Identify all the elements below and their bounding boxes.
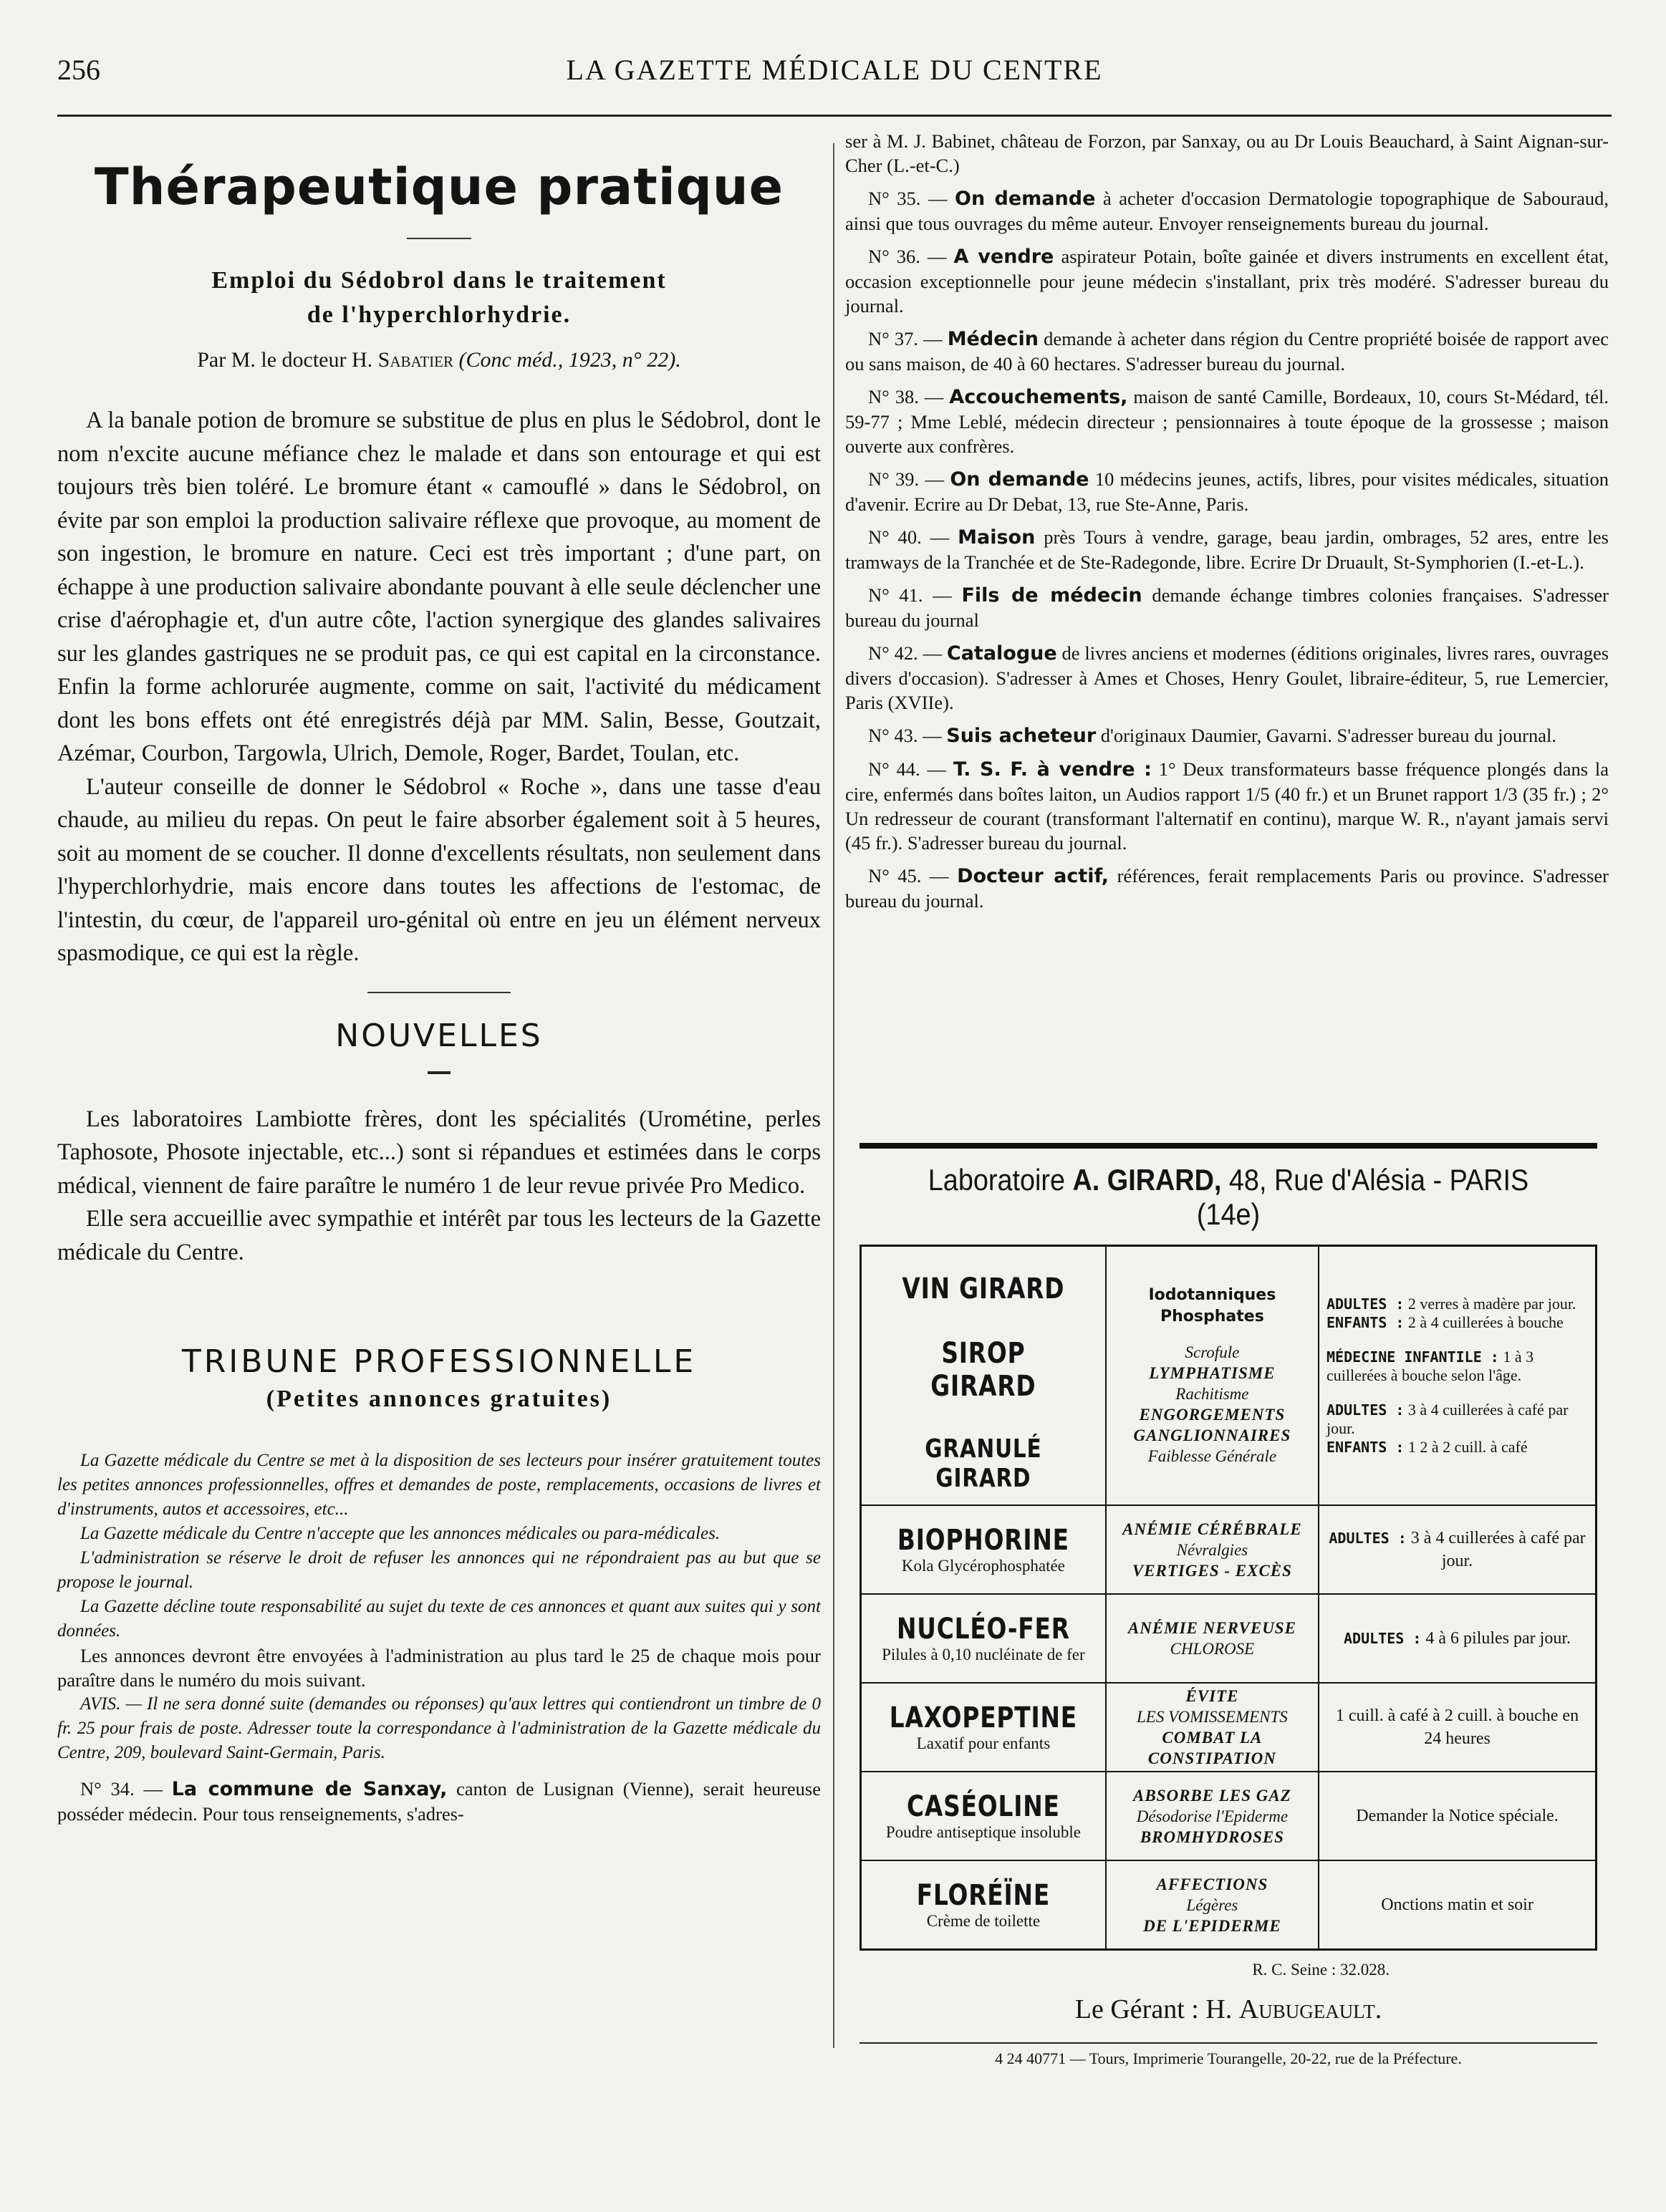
ad-text: 10 médecins jeunes, actifs, libres, pour visites médicales, situation d'avenir. Ecrire au Dr Debat, 13, rue Ste-Anne, Paris.	[845, 468, 1609, 515]
ad-heading: Fils de médecin	[961, 584, 1142, 607]
indication: Scrofule	[1185, 1343, 1240, 1361]
divider	[407, 238, 471, 239]
dosage-cell	[1319, 1246, 1596, 1506]
product-cell	[861, 1505, 1106, 1594]
ad-number: N° 39. —	[868, 468, 945, 490]
product-description: Laxatif pour enfants	[916, 1734, 1051, 1752]
classified-ad	[845, 757, 1609, 855]
ad-heading: La commune de Sanxay,	[171, 1778, 448, 1800]
indication: GANGLIONNAIRES	[1133, 1426, 1291, 1444]
product-name: NUCLÉO-FER	[896, 1613, 1070, 1646]
ad-text: aspirateur Potain, boîte gainée et divers instruments en excellent état, occasion exceptionnelle pour jeune médecin s'installant, prix très modéré. S'adresser bureau du journal.	[845, 246, 1609, 317]
news-paragraph: Les laboratoires Lambiotte frères, dont les spécialités (Urométine, perles Taphosote, Phosote injectable, etc...) sont si répandues et estimées dans le corps médical, viennent de faire paraître le numéro 1 de leur revue privée Pro Medico.	[57, 1106, 821, 1199]
girard-advertisement	[860, 1143, 1597, 2068]
article-title	[57, 264, 821, 332]
dosage-text: 4 à 6 pilules par jour.	[1425, 1629, 1571, 1648]
dosage	[1326, 1348, 1588, 1385]
indication-cell	[1106, 1772, 1319, 1860]
dosage	[1326, 1401, 1588, 1438]
girard-title-prefix: Laboratoire	[928, 1163, 1066, 1197]
indication: Légères	[1186, 1895, 1238, 1914]
ad-heading: Accouchements,	[949, 386, 1128, 408]
product-cell	[861, 1246, 1106, 1506]
ad-text: maison de santé Camille, Bordeaux, 10, cours St-Médard, tél. 59-77 ; Mme Leblé, médecin directeur ; pensionnaires à toute époque de la grossesse ; maison ouverte aux confrères.	[845, 386, 1609, 457]
indication: ÉVITE	[1185, 1687, 1239, 1705]
classified-ad	[845, 467, 1609, 516]
product-cell	[861, 1860, 1106, 1950]
tribune-notice: La Gazette médicale du Centre n'accepte que les annonces médicales ou para-médicales.	[80, 1524, 721, 1543]
table-row	[861, 1594, 1597, 1683]
dosage	[1326, 1295, 1588, 1313]
dosage	[1326, 1805, 1588, 1827]
article-paragraph: A la banale potion de bromure se substitue de plus en plus le Sédobrol, dont le nom n'excite aucune méfiance chez le malade et dans son entourage et qui est toujours très bien toléré. Le bromure étant « camouflé » dans le Sédobrol, on évite par son emploi la production salivaire réflexe que provoque, au moment de son ingestion, le bromure en nature. Ceci est très important ; d'une part, on échappe à une production salivaire abondante pouvant à elle seule déclencher une crise d'aérophagie et, d'un autre côte, l'action synergique des glandes salivaires sur les glandes gastriques ne se produit pas, ce qui est capital en la circonstance. Enfin la forme achlorurée augmente, comme on sait, l'activité du médicament dont les bons effets ont été enregistrés déjà par MM. Salin, Besse, Goutzait, Azémar, Courbon, Targowla, Ulrich, Demole, Roger, Bardet, Toulan, etc.	[57, 407, 821, 766]
section-subtitle-tribune: (Petites annonces gratuites)	[266, 1386, 612, 1412]
ad-number: N° 36. —	[868, 246, 947, 267]
section-title-therapeutique: Thérapeutique pratique	[94, 158, 784, 216]
indication: LES VOMISSEMENTS	[1137, 1708, 1288, 1726]
table-row	[861, 1683, 1597, 1772]
news-paragraph: Elle sera accueillie avec sympathie et intérêt par tous les lecteurs de la Gazette médicale du Centre.	[57, 1206, 821, 1265]
dosage-text: 1 2 à 2 cuill. à café	[1407, 1438, 1528, 1456]
divider	[367, 992, 511, 993]
byline	[57, 348, 821, 372]
tribune-notice: L'administration se réserve le droit de refuser les annonces qui ne répondraient pas au but que se propose le journal.	[57, 1548, 821, 1592]
dosage-label: MÉDECINE INFANTILE :	[1326, 1348, 1499, 1366]
byline-author: Sabatier	[377, 348, 453, 372]
ad-number: N° 43. —	[868, 725, 942, 746]
ad-heading: Catalogue	[946, 642, 1057, 665]
product-description: Kola Glycérophosphatée	[901, 1557, 1065, 1575]
classified-ad	[845, 864, 1609, 913]
tribune-avis: AVIS. — Il ne sera donné suite (demandes ou réponses) qu'aux lettres qui contiendront un timbre de 0 fr. 25 pour frais de poste. Adresser toute la correspondance à l'administration de la Gazette médicale du Centre, 209, boulevard Saint-Germain, Paris.	[57, 1694, 821, 1762]
dosage-label: ADULTES :	[1329, 1530, 1407, 1547]
girard-title	[897, 1163, 1561, 1232]
girard-title-address: 48, Rue d'Alésia - PARIS (14e)	[1196, 1163, 1529, 1231]
dosage-text: 1 cuill. à café à 2 cuill. à bouche en 24 heures	[1335, 1706, 1579, 1748]
product-name: LAXOPEPTINE	[889, 1701, 1078, 1734]
ad-number: N° 37. —	[868, 328, 943, 349]
dosage-text: 1 à 3 cuillerées à bouche selon l'âge.	[1326, 1348, 1534, 1384]
indication: ANÉMIE NERVEUSE	[1127, 1619, 1296, 1637]
product-cell	[861, 1772, 1106, 1860]
indication: COMBAT LA CONSTIPATION	[1147, 1729, 1276, 1767]
ad-number: N° 45. —	[868, 865, 949, 887]
dosage	[1326, 1627, 1588, 1650]
product-name: VIN GIRARD	[902, 1272, 1065, 1305]
tribune-notice: La Gazette médicale du Centre se met à la disposition de ses lecteurs pour insérer gratuitement toutes les petites annonces professionnelles, offres et demandes de poste, remplacements, occasions de livres et d'instruments, autos et accessoires, etc...	[57, 1451, 821, 1519]
divider	[428, 1071, 451, 1074]
dosage	[1326, 1313, 1588, 1332]
dosage-label: ADULTES :	[1344, 1630, 1422, 1647]
ad-34	[57, 1777, 821, 1826]
article-title-line-1: Emploi du Sédobrol dans le traitement	[211, 267, 667, 294]
indication: ANÉMIE CÉRÉBRALE	[1122, 1520, 1302, 1538]
indication: Rachitisme	[1175, 1385, 1249, 1403]
indication: DE L'EPIDERME	[1143, 1916, 1281, 1935]
byline-source: (Conc méd., 1923, n° 22).	[458, 348, 681, 372]
product-description: Crème de toilette	[926, 1912, 1041, 1930]
indication: AFFECTIONS	[1156, 1875, 1268, 1893]
left-column	[57, 129, 821, 1826]
dosage-text: Onctions matin et soir	[1381, 1895, 1533, 1914]
dosage-cell	[1319, 1772, 1596, 1860]
ad-heading: Suis acheteur	[946, 725, 1097, 747]
classified-ads-list	[845, 186, 1609, 913]
dosage	[1326, 1704, 1588, 1750]
product-cell	[861, 1683, 1106, 1772]
dosage-text: 2 verres à madère par jour.	[1407, 1295, 1576, 1313]
indication: Désodorise l'Epiderme	[1136, 1807, 1289, 1825]
indication: LYMPHATISME	[1149, 1364, 1276, 1382]
dosage-label: ADULTES :	[1326, 1401, 1405, 1419]
product-name: BIOPHORINE	[897, 1524, 1069, 1557]
section-title-tribune: TRIBUNE PROFESSIONNELLE	[181, 1343, 697, 1380]
running-title: LA GAZETTE MÉDICALE DU CENTRE	[566, 54, 1103, 86]
composition: Iodotanniques Phosphates	[1148, 1286, 1276, 1325]
indication: ENGORGEMENTS	[1139, 1406, 1286, 1424]
dosage-cell	[1319, 1683, 1596, 1772]
right-column	[845, 129, 1609, 913]
divider	[860, 1143, 1597, 1149]
column-divider	[833, 143, 834, 2048]
gerant-prefix: Le Gérant : H.	[1074, 1994, 1233, 2024]
ad-text: références, ferait remplacements Paris ou province. S'adresser bureau du journal.	[845, 865, 1609, 912]
indication: BROMHYDROSES	[1140, 1827, 1284, 1846]
ad-number: N° 35. —	[868, 188, 948, 209]
classified-ad	[845, 641, 1609, 715]
page-header	[57, 46, 1612, 117]
article-paragraph: L'auteur conseille de donner le Sédobrol « Roche », dans une tasse d'eau chaude, au milieu du repas. On peut le faire absorber également soit à 5 heures, soit au moment de se coucher. Il donne d'excellents résultats, non seulement dans l'hyperchlorhydrie, mais encore dans toutes les affections de l'estomac, de l'intestin, du cœur, de l'appareil uro-génital où entre en jeu un élément nerveux spasmodique, ce qui est la règle.	[57, 773, 821, 966]
dosage-cell	[1319, 1594, 1596, 1683]
imprint: 4 24 40771 — Tours, Imprimerie Tourangelle, 20-22, rue de la Préfecture.	[995, 2049, 1462, 2067]
product-description: Pilules à 0,10 nucléinate de fer	[882, 1646, 1085, 1663]
table-row	[861, 1246, 1597, 1506]
ad-heading: Médecin	[947, 328, 1039, 350]
product-name: FLORÉÏNE	[916, 1879, 1051, 1912]
ad-text: demande échange timbres colonies françaises. S'adresser bureau du journal	[845, 584, 1609, 631]
dosage	[1326, 1438, 1588, 1457]
indication-cell	[1106, 1246, 1319, 1506]
ad-text: demande à acheter dans région du Centre propriété boisée de rapport avec ou sans maison, de 40 à 60 hectares. S'adresser bureau du journal.	[845, 328, 1609, 375]
indication-cell	[1106, 1683, 1319, 1772]
ad-text: 1° Deux transformateurs basse fréquence plongés dans la cire, enfermés dans boîtes laiton, un Audios rapport 1/5 (40 fr.) et un Brunet rapport 1/3 (35 fr.) ; 2° Un redresseur de courant (transformant l'alternatif en continu), marque W. R., n'ayant jamais servi (45 fr.). S'adresser bureau du journal.	[845, 758, 1609, 854]
ad-number: N° 44. —	[868, 758, 946, 780]
article-title-line-2: de l'hyperchlorhydrie.	[307, 301, 572, 328]
dosage-text: 3 à 4 cuillerées à café par jour.	[1410, 1529, 1586, 1570]
dosage	[1326, 1527, 1588, 1573]
classified-ad	[845, 525, 1609, 574]
ad-heading: On demande	[950, 468, 1089, 491]
classified-ad	[845, 723, 1609, 748]
ad-heading: T. S. F. à vendre :	[953, 758, 1152, 781]
section-title-nouvelles: NOUVELLES	[335, 1017, 543, 1054]
ad-number: N° 41. —	[868, 584, 952, 606]
classified-ad	[845, 583, 1609, 632]
indication: CHLOROSE	[1170, 1640, 1255, 1658]
product-cell	[861, 1594, 1106, 1683]
dosage-text: 3 à 4 cuillerées à café par jour.	[1326, 1401, 1569, 1437]
dosage-label: ENFANTS :	[1326, 1439, 1405, 1456]
byline-prefix: Par M. le docteur H.	[197, 348, 373, 372]
dosage-label: ADULTES :	[1326, 1295, 1405, 1313]
classified-ad	[845, 385, 1609, 458]
ad-text: canton de Lusignan (Vienne), serait heureuse posséder médecin. Pour tous renseignements, s'adres-	[57, 1778, 821, 1825]
ad-number: N° 42. —	[868, 642, 943, 664]
dosage-label: ENFANTS :	[1326, 1314, 1405, 1331]
tribune-deadline: Les annonces devront être envoyées à l'administration au plus tard le 25 de chaque mois pour paraître dans le numéro du mois suivant.	[57, 1645, 821, 1691]
ad-heading: Maison	[958, 526, 1036, 549]
indication-cell	[1106, 1505, 1319, 1594]
classified-ad	[845, 327, 1609, 376]
ad-heading: A vendre	[953, 246, 1054, 268]
girard-product-rows	[861, 1505, 1597, 1950]
tribune-notice: La Gazette décline toute responsabilité au sujet du texte de ces annonces et quant aux suites qui y sont données.	[57, 1597, 821, 1641]
girard-products-table	[860, 1245, 1597, 1951]
dosage-text: 2 à 4 cuillerées à bouche	[1407, 1313, 1564, 1331]
ad-34-continued: ser à M. J. Babinet, château de Forzon, par Sanxay, ou au Dr Louis Beauchard, à Saint Aignan-sur-Cher (L.-et-C.)	[845, 130, 1609, 176]
girard-title-name: A. GIRARD,	[1072, 1163, 1222, 1197]
indication-cell	[1106, 1860, 1319, 1950]
indication: ABSORBE LES GAZ	[1133, 1786, 1291, 1805]
indication: VERTIGES - EXCÈS	[1132, 1561, 1292, 1580]
ad-heading: Docteur actif,	[957, 865, 1109, 887]
indication-cell	[1106, 1594, 1319, 1683]
dosage-text: Demander la Notice spéciale.	[1356, 1807, 1559, 1825]
product-name: CASÉOLINE	[907, 1790, 1060, 1823]
product-description: Poudre antiseptique insoluble	[885, 1823, 1081, 1841]
dosage	[1326, 1893, 1588, 1916]
ad-heading: On demande	[955, 188, 1096, 210]
gerant-line	[860, 1994, 1597, 2025]
ad-text: près Tours à vendre, garage, beau jardin, ombrages, 52 ares, entre les tramways de la Tranchée et de Ste-Radegonde, libre. Ecrire Dr Druault, St-Symphorien (I.-et-L.).	[845, 526, 1609, 573]
ad-number: N° 34. —	[80, 1778, 163, 1800]
ad-text: d'originaux Daumier, Gavarni. S'adresser bureau du journal.	[1100, 725, 1556, 746]
table-row	[861, 1772, 1597, 1860]
product-name: GRANULÉ GIRARD	[925, 1434, 1042, 1493]
rc-number: R. C. Seine : 32.028.	[1252, 1961, 1390, 1979]
indication: Faiblesse Générale	[1147, 1447, 1277, 1465]
classified-ad	[845, 244, 1609, 318]
classified-ad	[845, 186, 1609, 236]
page-number: 256	[57, 54, 100, 86]
table-row	[861, 1505, 1597, 1594]
table-row	[861, 1860, 1597, 1950]
ad-text: de livres anciens et modernes (éditions originales, livres rares, ouvrages divers d'occasion). S'adresser à Ames et Choses, Henry Goulet, libraire-éditeur, 5, rue Lemercier, Paris (XVIIe).	[845, 642, 1609, 713]
dosage-cell	[1319, 1505, 1596, 1594]
product-name: SIROP GIRARD	[930, 1337, 1036, 1403]
ad-text: à acheter d'occasion Dermatologie topographique de Sabouraud, ainsi que tous ouvrages du même auteur. Envoyer renseignements bureau du journal.	[845, 188, 1609, 234]
gerant-name: Aubugeault.	[1238, 1994, 1382, 2024]
indication: Névralgies	[1176, 1540, 1248, 1559]
ad-number: N° 40. —	[868, 526, 950, 548]
divider	[860, 2042, 1597, 2044]
dosage-cell	[1319, 1860, 1596, 1950]
ad-number: N° 38. —	[868, 386, 944, 407]
